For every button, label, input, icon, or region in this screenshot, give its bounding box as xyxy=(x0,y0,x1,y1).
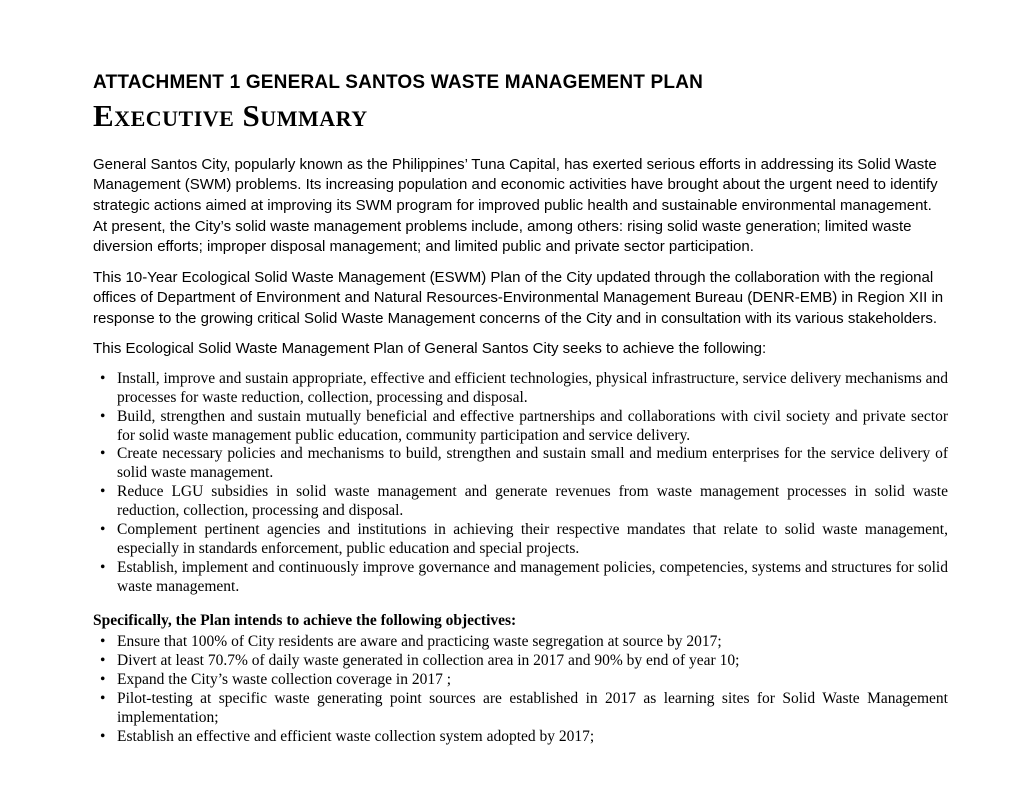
goal-bullet-item: • Install, improve and sustain appropriate, effective and efficient technologies, physical infrastructure, service delivery mechanisms and processes for waste reduction, collection, processing and disposal. xyxy=(93,370,948,408)
objectives-bullet-list xyxy=(93,633,948,746)
objective-bullet-item: • Divert at least 70.7% of daily waste generated in collection area in 2017 and 90% by end of year 10; xyxy=(93,652,948,671)
objective-bullet-item: • Ensure that 100% of City residents are aware and practicing waste segregation at source by 2017; xyxy=(93,633,948,652)
intro-paragraph-1: General Santos City, popularly known as the Philippines’ Tuna Capital, has exerted serious efforts in addressing its Solid Waste Management (SWM) problems. Its increasing population and economic activities have brought about the urgent need to identify strategic actions aimed at improving its SWM program for improved public health and sustainable environmental management. At present, the City’s solid waste management problems include, among others: rising solid waste generation; limited waste diversion efforts; improper disposal management; and limited public and private sector participation. xyxy=(93,155,938,256)
intro-paragraph-2: This 10-Year Ecological Solid Waste Management (ESWM) Plan of the City updated through the collaboration with the regional offices of Department of Environment and Natural Resources-Environmental Management Bureau (DENR-EMB) in Region XII in response to the growing critical Solid Waste Management concerns of the City and in consultation with its various stakeholders. xyxy=(93,268,944,327)
goal-bullet-item: • Reduce LGU subsidies in solid waste management and generate revenues from waste management processes in solid waste reduction, collection, processing and disposal. xyxy=(93,483,948,521)
goal-bullet-item: • Create necessary policies and mechanisms to build, strengthen and sustain small and medium enterprises for the service delivery of solid waste management. xyxy=(93,445,948,483)
executive-summary-heading: Executive Summary xyxy=(93,97,368,133)
goal-bullet-item: • Establish, implement and continuously improve governance and management policies, competencies, systems and structures for solid waste management. xyxy=(93,559,948,597)
goals-bullet-list xyxy=(93,370,948,597)
objectives-heading: Specifically, the Plan intends to achieve the following objectives: xyxy=(93,611,517,629)
goal-bullet-item: • Complement pertinent agencies and institutions in achieving their respective mandates that relate to solid waste management, especially in standards enforcement, public education and special projects. xyxy=(93,521,948,559)
objective-bullet-item: • Establish an effective and efficient waste collection system adopted by 2017; xyxy=(93,728,948,747)
goal-bullet-item: • Build, strengthen and sustain mutually beneficial and effective partnerships and collaborations with civil society and private sector for solid waste management public education, community participation and service delivery. xyxy=(93,408,948,446)
attachment-title: ATTACHMENT 1 GENERAL SANTOS WASTE MANAGEMENT PLAN xyxy=(93,72,704,93)
objective-bullet-item: • Expand the City’s waste collection coverage in 2017 ; xyxy=(93,671,948,690)
objective-bullet-item: • Pilot-testing at specific waste generating point sources are established in 2017 as learning sites for Solid Waste Management implementation; xyxy=(93,690,948,728)
intro-paragraph-3: This Ecological Solid Waste Management Plan of General Santos City seeks to achieve the following: xyxy=(93,340,767,358)
